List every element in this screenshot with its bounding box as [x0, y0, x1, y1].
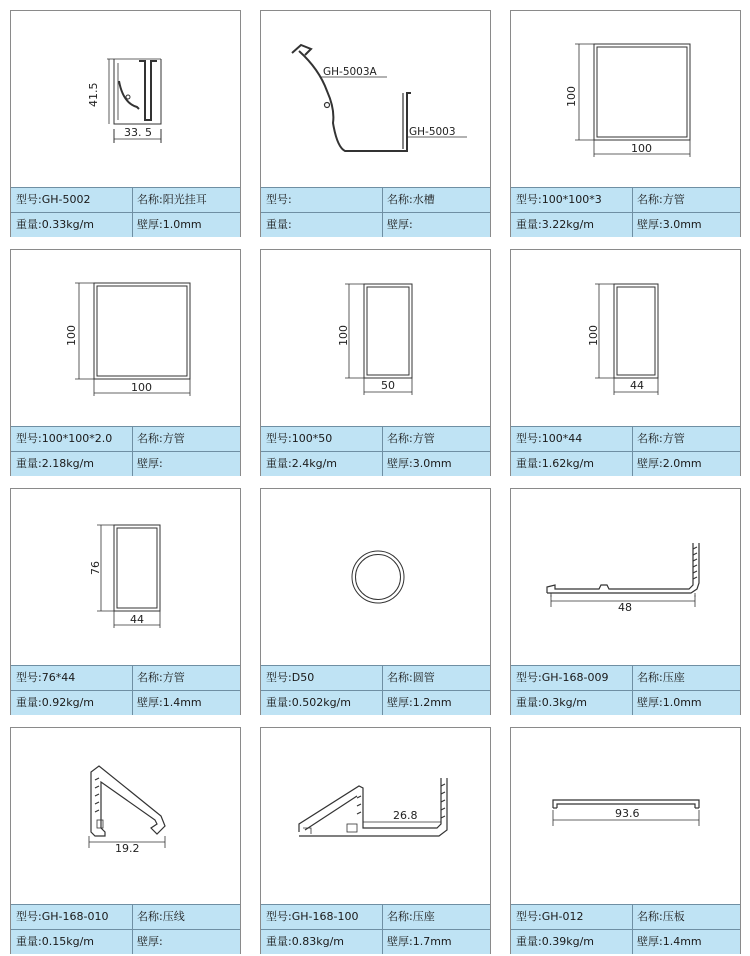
profile-drawing — [261, 489, 490, 665]
weight-cell: 重量:0.3kg/m — [516, 696, 587, 709]
wall-cell: 壁厚:3.0mm — [382, 452, 491, 476]
weight-cell: 重量:1.62kg/m — [516, 457, 594, 470]
model-cell: 型号:100*50 — [266, 432, 333, 445]
product-card-76x44 — [10, 488, 241, 715]
profile-drawing — [511, 489, 740, 665]
spec-table — [11, 187, 240, 237]
name-cell: 名称:圆管 — [382, 666, 491, 690]
name-cell: 名称:阳光挂耳 — [132, 188, 241, 212]
weight-cell: 重量:2.4kg/m — [266, 457, 337, 470]
profile-drawing — [511, 728, 740, 904]
name-cell: 名称:方管 — [632, 188, 741, 212]
spec-table — [511, 665, 740, 715]
spec-table — [11, 904, 240, 954]
weight-cell: 重量:0.92kg/m — [16, 696, 94, 709]
weight-cell: 重量: — [266, 218, 292, 231]
dim-height: 100 — [337, 325, 350, 346]
dim-width: 33. 5 — [124, 126, 152, 139]
product-card-d50 — [260, 488, 491, 715]
dim-height: 100 — [565, 86, 578, 107]
spec-table — [261, 187, 490, 237]
spec-table — [261, 904, 490, 954]
spec-table — [261, 665, 490, 715]
weight-cell: 重量:2.18kg/m — [16, 457, 94, 470]
model-cell: 型号:GH-168-100 — [266, 910, 359, 923]
spec-table — [11, 665, 240, 715]
weight-cell: 重量:0.33kg/m — [16, 218, 94, 231]
product-card-gh-168-100 — [260, 727, 491, 954]
model-cell: 型号:76*44 — [16, 671, 76, 684]
profile-drawing — [261, 11, 490, 187]
name-cell: 名称:方管 — [132, 427, 241, 451]
product-card-100x100x3 — [510, 10, 741, 237]
wall-cell: 壁厚: — [132, 452, 241, 476]
profile-drawing — [11, 728, 240, 904]
weight-cell: 重量:0.502kg/m — [266, 696, 351, 709]
wall-cell: 壁厚:2.0mm — [632, 452, 741, 476]
wall-cell: 壁厚:1.0mm — [632, 691, 741, 715]
dim-width: 44 — [630, 379, 644, 392]
dim-height: 76 — [89, 561, 102, 575]
name-cell: 名称:方管 — [632, 427, 741, 451]
dim-width: 26.8 — [393, 809, 418, 822]
wall-cell: 壁厚: — [132, 930, 241, 954]
weight-cell: 重量:0.83kg/m — [266, 935, 344, 948]
dim-width: 93.6 — [615, 807, 640, 820]
spec-table — [511, 904, 740, 954]
name-cell: 名称:压板 — [632, 905, 741, 929]
wall-cell: 壁厚:1.0mm — [132, 213, 241, 237]
product-card-gh-168-009 — [510, 488, 741, 715]
wall-cell: 壁厚:3.0mm — [632, 213, 741, 237]
model-cell: 型号:100*100*3 — [516, 193, 602, 206]
model-cell: 型号:GH-168-010 — [16, 910, 109, 923]
product-card-gutter — [260, 10, 491, 237]
model-cell: 型号:GH-012 — [516, 910, 584, 923]
profile-drawing — [11, 489, 240, 665]
name-cell: 名称:压座 — [382, 905, 491, 929]
spec-table — [261, 426, 490, 476]
dim-height: 100 — [587, 325, 600, 346]
wall-cell: 壁厚: — [382, 213, 491, 237]
profile-drawing — [11, 11, 240, 187]
profile-drawing — [11, 250, 240, 426]
label-gh-5003: GH-5003 — [409, 126, 456, 138]
model-cell: 型号:GH-5002 — [16, 193, 91, 206]
wall-cell: 壁厚:1.7mm — [382, 930, 491, 954]
model-cell: 型号:D50 — [266, 671, 315, 684]
dim-width: 100 — [631, 142, 652, 155]
weight-cell: 重量:0.39kg/m — [516, 935, 594, 948]
product-card-100x50 — [260, 249, 491, 476]
wall-cell: 壁厚:1.4mm — [632, 930, 741, 954]
product-card-100x100x2 — [10, 249, 241, 476]
model-cell: 型号: — [266, 193, 292, 206]
model-cell: 型号:100*100*2.0 — [16, 432, 113, 445]
name-cell: 名称:压线 — [132, 905, 241, 929]
profile-drawing — [261, 728, 490, 904]
model-cell: 型号:GH-168-009 — [516, 671, 609, 684]
spec-table — [511, 426, 740, 476]
dim-height: 100 — [65, 325, 78, 346]
profile-drawing — [511, 11, 740, 187]
dim-width: 48 — [618, 601, 632, 614]
label-gh-5003a: GH-5003A — [323, 66, 377, 78]
spec-table — [11, 426, 240, 476]
product-card-gh-012 — [510, 727, 741, 954]
dim-width: 44 — [130, 613, 144, 626]
dim-height: 41.5 — [87, 82, 100, 107]
product-card-gh-168-010 — [10, 727, 241, 954]
wall-cell: 壁厚:1.4mm — [132, 691, 241, 715]
name-cell: 名称:方管 — [382, 427, 491, 451]
dim-width: 19.2 — [115, 842, 140, 855]
model-cell: 型号:100*44 — [516, 432, 583, 445]
profile-drawing — [261, 250, 490, 426]
name-cell: 名称:方管 — [132, 666, 241, 690]
dim-width: 50 — [381, 379, 395, 392]
profile-drawing — [511, 250, 740, 426]
name-cell: 名称:压座 — [632, 666, 741, 690]
wall-cell: 壁厚:1.2mm — [382, 691, 491, 715]
product-card-gh-5002 — [10, 10, 241, 237]
product-card-100x44 — [510, 249, 741, 476]
weight-cell: 重量:0.15kg/m — [16, 935, 94, 948]
spec-table — [511, 187, 740, 237]
dim-width: 100 — [131, 381, 152, 394]
weight-cell: 重量:3.22kg/m — [516, 218, 594, 231]
name-cell: 名称:水槽 — [382, 188, 491, 212]
